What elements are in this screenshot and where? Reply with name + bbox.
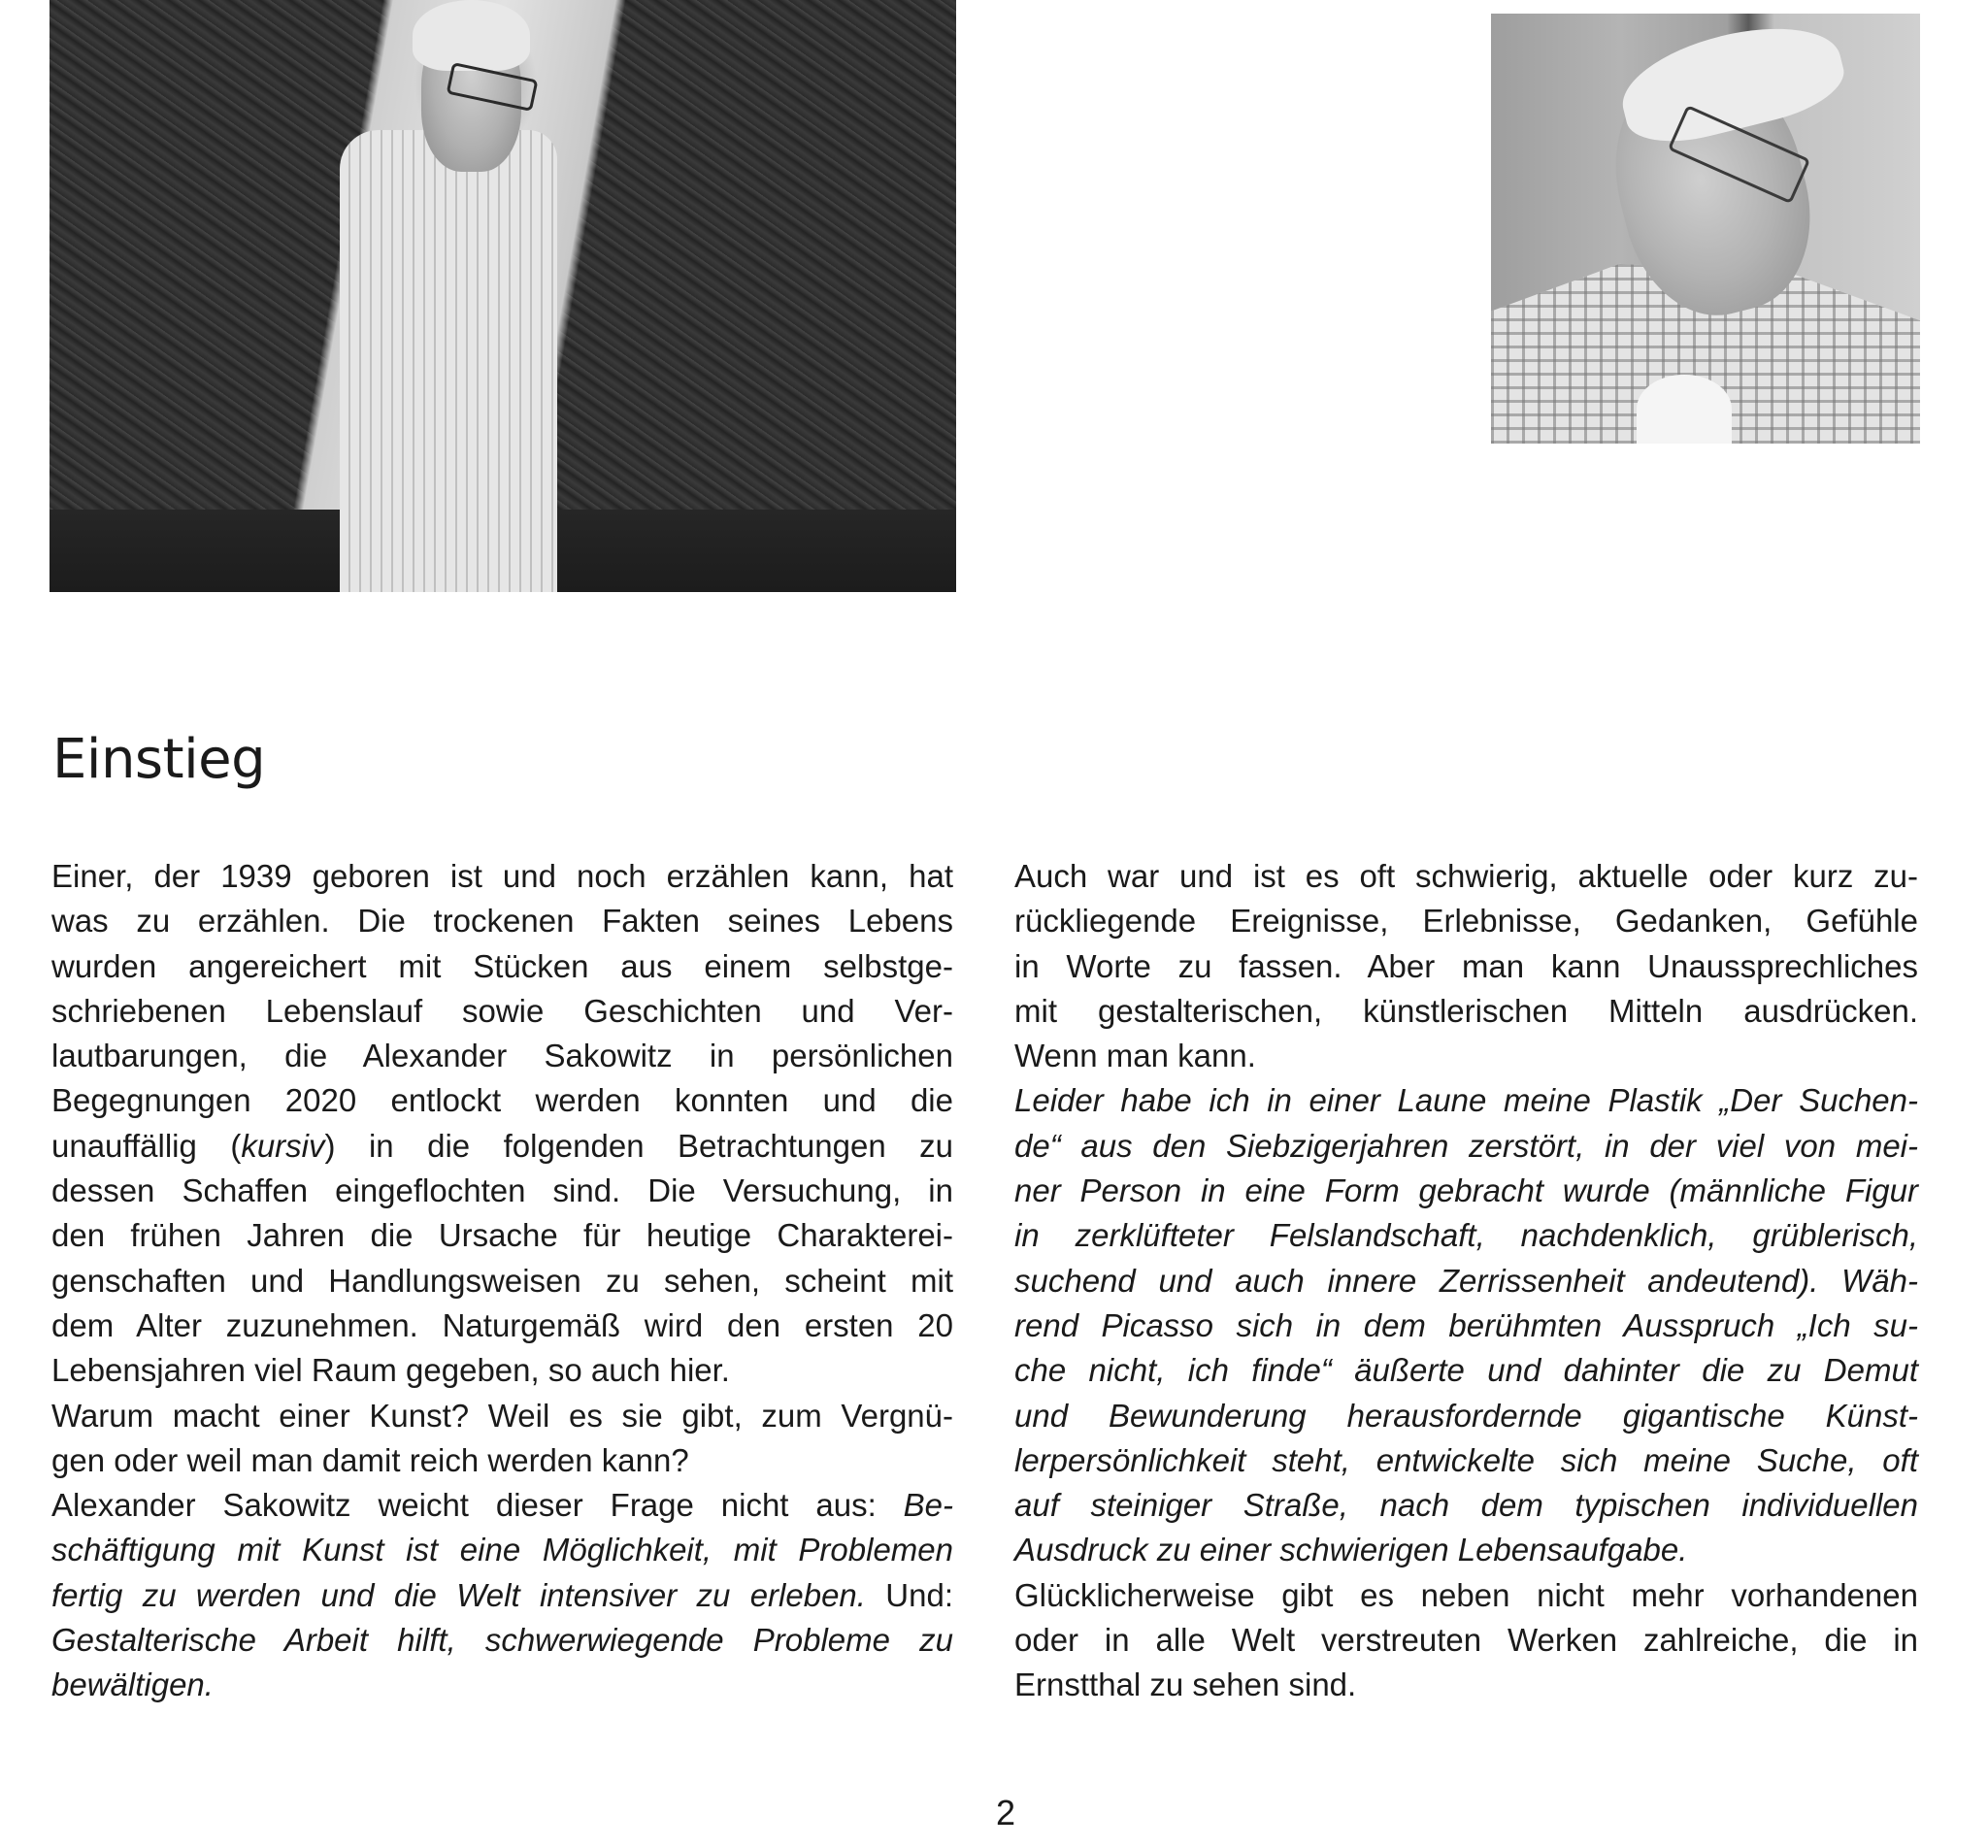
body-text: genschaften und Handlungsweisen zu sehen, scheint mit (51, 1262, 953, 1299)
text-line (51, 1573, 953, 1618)
text-line (51, 1348, 953, 1393)
italic-text: und Bewunderung herausfordernde gigantische Künst- (1014, 1397, 1918, 1434)
text-line (1014, 1078, 1918, 1123)
text-line (51, 1034, 953, 1078)
italic-text: Ausdruck zu einer schwierigen Lebensaufgabe. (1014, 1532, 1688, 1568)
text-line (1014, 854, 1918, 899)
text-line (51, 1528, 953, 1572)
text-line (51, 899, 953, 943)
body-text: schriebenen Lebenslauf sowie Geschichten und Ver- (51, 992, 953, 1029)
text-column-right (1014, 854, 1918, 1708)
body-text: Glücklicherweise gibt es neben nicht mehr vorhandenen (1014, 1576, 1918, 1613)
italic-text: de“ aus den Siebzigerjahren zerstört, in der viel von mei- (1014, 1127, 1918, 1164)
section-heading: Einstieg (52, 728, 266, 791)
italic-text: Gestalterische Arbeit hilft, schwerwiegende Probleme zu (51, 1622, 953, 1659)
body-text: was zu erzählen. Die trockenen Fakten seines Lebens (51, 903, 953, 940)
text-line (1014, 989, 1918, 1034)
text-line (1014, 899, 1918, 943)
body-text: Lebensjahren viel Raum gegeben, so auch hier. (51, 1352, 730, 1389)
photo-hair (413, 0, 530, 71)
body-text: in Worte zu fassen. Aber man kann Unaussprechliches (1014, 947, 1918, 984)
body-text: Warum macht einer Kunst? Weil es sie gibt, zum Vergnü- (51, 1397, 953, 1434)
photo-artist-garden (50, 0, 956, 592)
photo-striped-shirt (340, 130, 557, 592)
text-line (1014, 1124, 1918, 1169)
body-text: unauffällig ( (51, 1127, 242, 1164)
body-text: Alexander Sakowitz weicht dieser Frage nicht aus: (51, 1487, 904, 1524)
body-text: Einer, der 1939 geboren ist und noch erzählen kann, hat (51, 858, 953, 894)
italic-text: che nicht, ich finde“ äußerte und dahinter die zu Demut (1014, 1352, 1918, 1389)
text-line (1014, 1394, 1918, 1438)
body-text: rückliegende Ereignisse, Erlebnisse, Gedanken, Gefühle (1014, 903, 1918, 940)
text-line (51, 944, 953, 989)
text-line (1014, 1483, 1918, 1528)
body-text: Und: (865, 1576, 954, 1613)
italic-text: in zerklüfteter Felslandschaft, nachdenklich, grüblerisch, (1014, 1217, 1918, 1254)
body-text: dem Alter zuzunehmen. Naturgemäß wird den ersten 20 (51, 1306, 953, 1343)
text-line (51, 1483, 953, 1528)
italic-text: lerpersönlichkeit steht, entwickelte sich meine Suche, oft (1014, 1441, 1918, 1478)
text-line (1014, 1618, 1918, 1663)
italic-text: kursiv (241, 1127, 325, 1164)
text-line (1014, 1573, 1918, 1618)
text-line (51, 1438, 953, 1483)
text-line (51, 1213, 953, 1258)
text-column-left (51, 854, 953, 1708)
text-line (51, 1304, 953, 1348)
text-line (1014, 1213, 1918, 1258)
italic-text: bewältigen. (51, 1666, 214, 1703)
italic-text: fertig zu werden und die Welt intensiver zu erleben. (51, 1576, 866, 1613)
text-line (1014, 1034, 1918, 1078)
body-text: den frühen Jahren die Ursache für heutige Charakterei- (51, 1217, 953, 1254)
text-line (51, 1663, 953, 1707)
body-text: lautbarungen, die Alexander Sakowitz in persönlichen (51, 1038, 953, 1074)
text-line (1014, 1438, 1918, 1483)
body-text: wurden angereichert mit Stücken aus einem selbstge- (51, 947, 953, 984)
text-line (1014, 1348, 1918, 1393)
body-text: Ernstthal zu sehen sind. (1014, 1666, 1357, 1703)
italic-text: auf steiniger Straße, nach dem typischen individuellen (1014, 1487, 1918, 1524)
body-text: Begegnungen 2020 entlockt werden konnten und die (51, 1082, 953, 1119)
text-line (51, 1124, 953, 1169)
text-line (1014, 1663, 1918, 1707)
body-text: gen oder weil man damit reich werden kann? (51, 1441, 689, 1478)
photo-artist-portrait (1491, 14, 1920, 444)
text-line (51, 1618, 953, 1663)
text-line (1014, 1304, 1918, 1348)
body-text: oder in alle Welt verstreuten Werken zahlreiche, die in (1014, 1622, 1918, 1659)
text-line (51, 1394, 953, 1438)
text-line (1014, 1528, 1918, 1572)
text-line (51, 989, 953, 1034)
body-text: dessen Schaffen eingeflochten sind. Die Versuchung, in (51, 1172, 953, 1209)
text-line (51, 854, 953, 899)
photo-undershirt (1637, 375, 1731, 444)
body-text: mit gestalterischen, künstlerischen Mitteln ausdrücken. (1014, 992, 1918, 1029)
text-line (51, 1078, 953, 1123)
text-line (1014, 1259, 1918, 1304)
italic-text: schäftigung mit Kunst ist eine Möglichkeit, mit Problemen (51, 1532, 953, 1568)
text-line (1014, 1169, 1918, 1213)
italic-text: rend Picasso sich in dem berühmten Ausspruch „Ich su- (1014, 1306, 1918, 1343)
page-number: 2 (995, 1793, 1016, 1832)
text-line (1014, 944, 1918, 989)
italic-text: Be- (903, 1487, 953, 1524)
text-line (51, 1169, 953, 1213)
body-text: ) in die folgenden Betrachtungen zu (324, 1127, 953, 1164)
body-text: Auch war und ist es oft schwierig, aktuelle oder kurz zu- (1014, 858, 1918, 894)
italic-text: suchend und auch innere Zerrissenheit andeutend). Wäh- (1014, 1262, 1918, 1299)
italic-text: ner Person in eine Form gebracht wurde (männliche Figur (1014, 1172, 1918, 1209)
text-line (51, 1259, 953, 1304)
body-text: Wenn man kann. (1014, 1038, 1256, 1074)
italic-text: Leider habe ich in einer Laune meine Plastik „Der Suchen- (1014, 1082, 1918, 1119)
